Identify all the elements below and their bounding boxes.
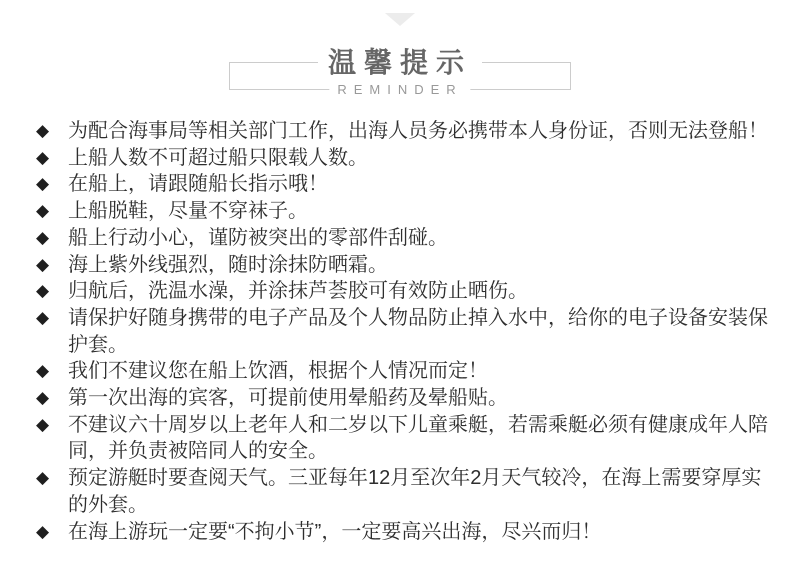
diamond-bullet-icon: ◆ xyxy=(36,174,50,194)
diamond-bullet-icon: ◆ xyxy=(36,254,50,274)
reminder-text: 我们不建议您在船上饮酒，根据个人情况而定！ xyxy=(68,360,488,383)
reminder-text: 预定游艇时要查阅天气。三亚每年12月至次年2月天气较冷，在海上需要穿厚实的外套。 xyxy=(68,467,762,516)
list-item xyxy=(36,465,778,518)
page-title: 温馨提示 xyxy=(318,46,482,80)
reminder-list xyxy=(36,118,778,545)
list-item xyxy=(36,225,778,252)
diamond-bullet-icon: ◆ xyxy=(36,281,50,301)
diamond-bullet-icon: ◆ xyxy=(36,121,50,140)
list-item xyxy=(36,305,778,358)
reminder-notice-page xyxy=(0,13,800,583)
list-item xyxy=(36,358,778,385)
list-item xyxy=(36,145,778,172)
diamond-bullet-icon: ◆ xyxy=(36,468,50,488)
reminder-text: 在船上，请跟随船长指示哦！ xyxy=(68,173,328,196)
list-item xyxy=(36,412,778,465)
list-item xyxy=(36,278,778,305)
reminder-text: 上船人数不可超过船只限载人数。 xyxy=(68,146,368,169)
page-subtitle: REMINDER xyxy=(329,80,470,99)
reminder-text: 归航后，洗温水澡，并涂抹芦荟胶可有效防止晒伤。 xyxy=(68,280,528,303)
diamond-bullet-icon: ◆ xyxy=(36,147,50,167)
diamond-bullet-icon: ◆ xyxy=(36,307,50,327)
reminder-text: 第一次出海的宾客，可提前使用晕船药及晕船贴。 xyxy=(68,387,508,410)
diamond-bullet-icon: ◆ xyxy=(36,201,50,221)
diamond-bullet-icon: ◆ xyxy=(36,414,50,434)
list-item xyxy=(36,118,778,145)
diamond-bullet-icon: ◆ xyxy=(36,521,50,541)
list-item xyxy=(36,171,778,198)
list-item xyxy=(36,519,778,546)
diamond-bullet-icon: ◆ xyxy=(36,361,50,381)
list-item xyxy=(36,198,778,225)
diamond-bullet-icon: ◆ xyxy=(36,388,50,408)
header-frame xyxy=(229,47,571,97)
reminder-text: 为配合海事局等相关部门工作，出海人员务必携带本人身份证，否则无法登船！ xyxy=(68,120,768,142)
reminder-text: 不建议六十周岁以上老年人和二岁以下儿童乘艇，若需乘艇必须有健康成年人陪同，并负责被陪同人的安全。 xyxy=(68,413,768,463)
diamond-bullet-icon: ◆ xyxy=(36,227,50,247)
triangle-down-icon xyxy=(385,13,415,26)
reminder-text: 在海上游玩一定要“不拘小节”，一定要高兴出海，尽兴而归！ xyxy=(68,520,602,543)
reminder-text: 海上紫外线强烈，随时涂抹防晒霜。 xyxy=(68,253,388,276)
reminder-text: 请保护好随身携带的电子产品及个人物品防止掉入水中，给你的电子设备安装保护套。 xyxy=(68,306,768,356)
list-item xyxy=(36,252,778,279)
reminder-text: 船上行动小心，谨防被突出的零部件刮碰。 xyxy=(68,226,448,249)
list-item xyxy=(36,385,778,412)
reminder-text: 上船脱鞋，尽量不穿袜子。 xyxy=(68,200,308,223)
